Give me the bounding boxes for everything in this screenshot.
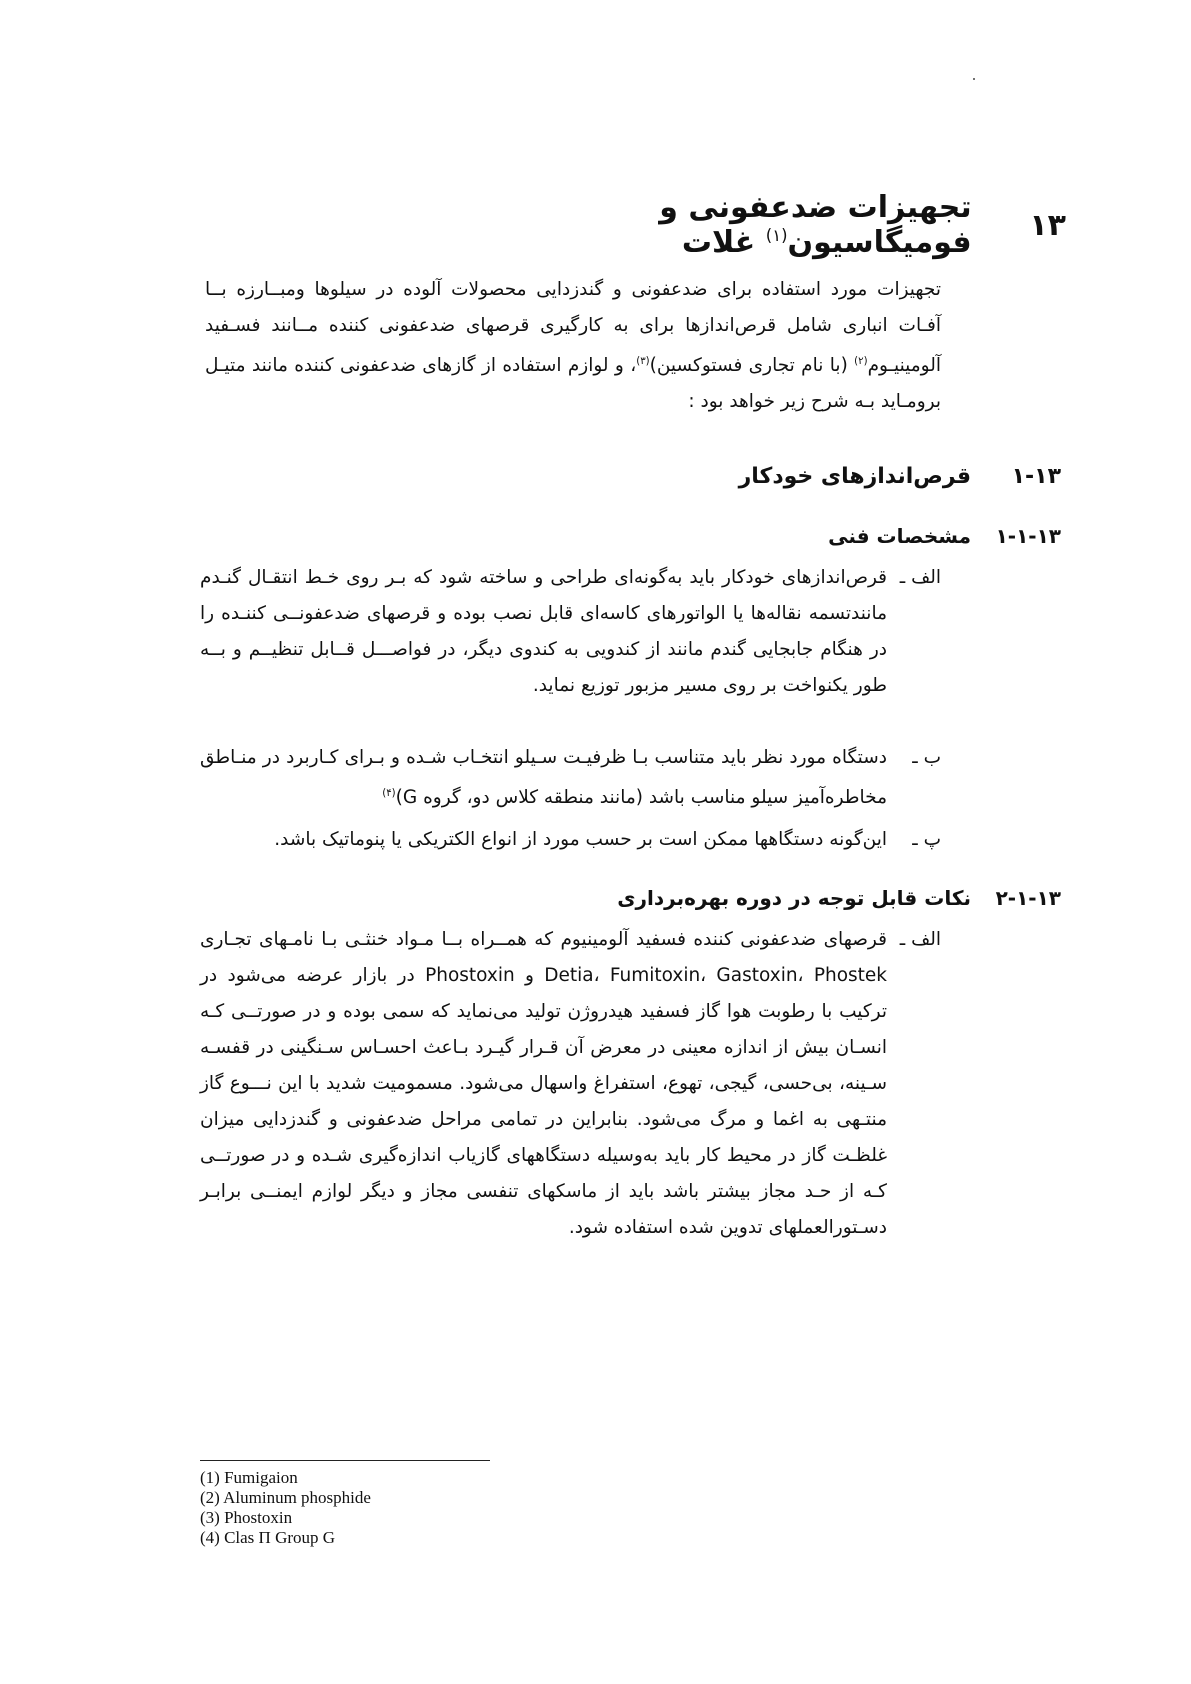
section-number: ۱-۱۳ bbox=[1011, 463, 1061, 489]
footnote-ref-4: (۴) bbox=[382, 788, 396, 799]
section-heading-1 bbox=[300, 458, 1061, 494]
footnote-divider bbox=[200, 1460, 490, 1461]
subsection-heading-2 bbox=[300, 880, 1061, 916]
footnote-3: (3) Phostoxin bbox=[200, 1508, 293, 1527]
list-item-text: قرص‌اندازهای خودکار باید به‌گونه‌ای طراحی و ساخته شود که بـر روی خـط انتقـال گنـدم مانندتسمه نقاله‌ها یا الواتورهای کاسه‌ای قابل نصب بوده و قرصهای ضدعفونــی کننـده را در هنگام جابجایی گندم مانند از کندویی به کندوی دیگر، در فواصـــل قــابل تنظیــم و بــه طور یکنواخت بر روی مسیر مزبور توزیع نماید. bbox=[200, 567, 887, 696]
subsection-title: نکات قابل توجه در دوره بهره‌برداری bbox=[617, 886, 971, 910]
footnote-2: (2) Aluminum phosphide bbox=[200, 1488, 371, 1507]
footnote-4: (4) Clas Π Group G bbox=[200, 1528, 336, 1547]
intro-text-b: (با نام تجاری فستوکسین) bbox=[649, 355, 848, 377]
list-item-text: قرصهای ضدعفونی کننده فسفید آلومینیوم که همــراه بــا مـواد خنثـی بـا نامـهای تجـاری Detia، Fumitoxin، Gastoxin، Phostek و Phostoxin در بازار عرضه می‌شود در ترکیب با رطوبت هوا گاز فسفید هیدروژن تولید می‌نماید که سمی بوده و در صورتــی کـه انسـان بیش از اندازه معینی در معرض آن قـرار گیـرد بـاعث احسـاس سـنگینی در قفسـه سـینه، بی‌حسی، گیجی، تهوع، استفراغ واسهال می‌شود. مسمومیت شدید با این نـــوع گاز منتـهی به اغما و مرگ می‌شود. بنابراین در تمامی مراحل ضدعفونی و گندزدایی میزان غلظـت گاز در محیط کار باید به‌وسیله دستگاههای گازیاب اندازه‌گیری شـده و در صورتــی کـه از حـد مجاز بیشتر باشد باید از ماسکهای تنفسی مجاز و دیگر لوازم ایمنــی برابـر دسـتورالعملهای تدوین شده استفاده شود. bbox=[200, 929, 888, 1238]
intro-text-c: ، و لوازم استفاده از گازهای ضدعفونی کننده مانند متیـل برومـاید بـه شرح زیر خواهد بود : bbox=[205, 355, 941, 413]
subsection-number: ۱-۱-۱۳ bbox=[995, 524, 1061, 548]
chapter-heading bbox=[490, 190, 1066, 260]
chapter-title-tail: غلات bbox=[681, 225, 756, 260]
footnote-ref-3: (۳) bbox=[636, 356, 650, 367]
list-item-p bbox=[200, 822, 941, 858]
list-item-text bbox=[200, 740, 887, 816]
intro-text-a: تجهیزات مورد استفاده برای ضدعفونی و گندزدایی محصولات آلوده در سیلوها ومبــارزه بــا آفـات انباری شامل قرص‌اندازها برای به کارگیری قرصهای ضدعفونی کننده مــانند فسـفید آلومینیـوم bbox=[205, 279, 941, 377]
footnote-ref-2: (۲) bbox=[854, 356, 868, 367]
list-marker: پ ـ bbox=[912, 829, 941, 850]
list-item-text: این‌گونه دستگاهها ممکن است بر حسب مورد از انواع الکتریکی یا پنوماتیک باشد. bbox=[274, 829, 887, 850]
footnote-1: (1) Fumigaion bbox=[200, 1468, 298, 1487]
scan-speck bbox=[973, 78, 975, 80]
intro-paragraph bbox=[205, 272, 941, 420]
chapter-title bbox=[490, 190, 972, 260]
subsection-heading-1 bbox=[300, 518, 1061, 554]
list-item-b-text: دستگاه مورد نظر باید متناسب بـا ظرفیـت سـیلو انتخـاب شـده و بـرای کـاربرد در منـاطق مخاطره‌آمیز سیلو مناسب باشد (مانند منطقه کلاس دو، گروه G) bbox=[200, 747, 887, 809]
list-marker: الف ـ bbox=[899, 567, 941, 588]
list-item-a2 bbox=[200, 922, 941, 1246]
list-marker: ب ـ bbox=[912, 747, 941, 768]
list-item-a bbox=[200, 560, 941, 704]
list-marker: الف ـ bbox=[899, 929, 941, 950]
list-item-b bbox=[200, 740, 941, 816]
chapter-title-main: تجهیزات ضدعفونی و فومیگاسیون bbox=[659, 190, 972, 260]
footnotes bbox=[200, 1468, 800, 1548]
subsection-title: مشخصات فنی bbox=[828, 524, 971, 548]
section-title: قرص‌اندازهای خودکار bbox=[738, 463, 971, 489]
subsection-number: ۲-۱-۱۳ bbox=[995, 886, 1061, 910]
chapter-number: ۱۳ bbox=[1029, 207, 1066, 243]
footnote-ref-1: (۱) bbox=[765, 226, 788, 245]
